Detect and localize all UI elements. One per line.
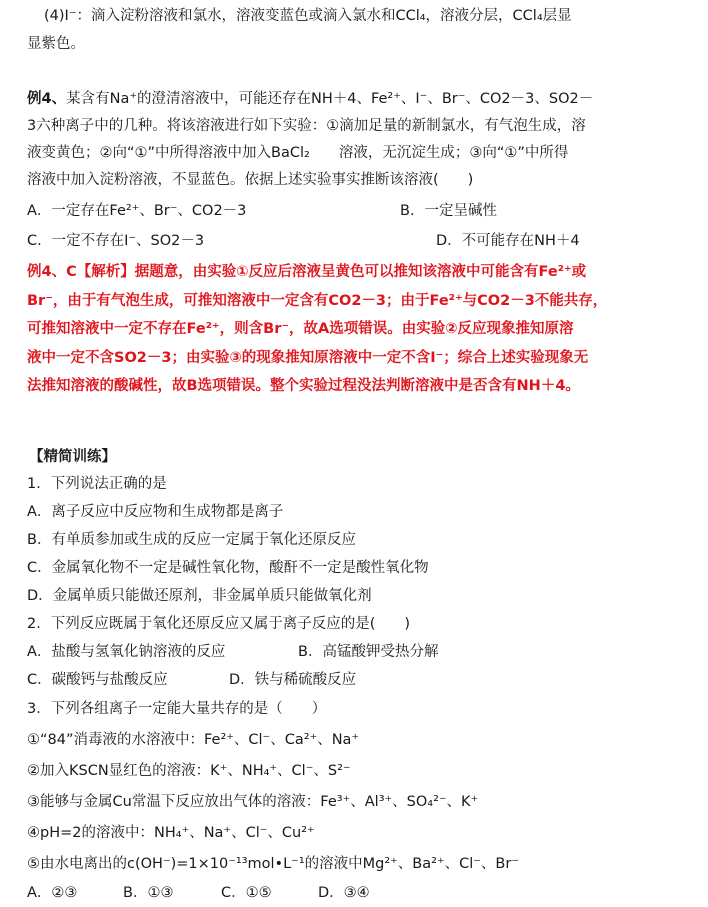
question-3-option-b: B．①③	[123, 885, 174, 901]
example4-option-c: C．一定不存在I⁻、SO2－3	[27, 233, 205, 249]
example4-option-a: A．一定存在Fe²⁺、Br⁻、CO2－3	[27, 203, 247, 219]
question-3-option-d: D．③④	[318, 885, 370, 901]
example4-line-1	[27, 89, 593, 109]
example4-line-4: 溶液中加入淀粉溶液，不显蓝色。依据上述实验事实推断该溶液( )	[27, 172, 474, 188]
question-1-option-b: B．有单质参加或生成的反应一定属于氧化还原反应	[27, 532, 356, 548]
question-2-option-b: B．高锰酸钾受热分解	[298, 644, 439, 660]
question-2-option-a: A．盐酸与氢氧化钠溶液的反应	[27, 644, 226, 660]
question-2-option-c: C．碳酸钙与盐酸反应	[27, 672, 168, 688]
example4-line-2: 3六种离子中的几种。将该溶液进行如下实验：①滴加足量的新制氯水，有气泡生成，溶	[27, 118, 586, 134]
question-1-option-a: A．离子反应中反应物和生成物都是离子	[27, 504, 284, 520]
question-1-option-d: D．金属单质只能做还原剂，非金属单质只能做氧化剂	[27, 588, 372, 604]
question-3-item-2: ②加入KSCN显红色的溶液：K⁺、NH₄⁺、Cl⁻、S²⁻	[27, 763, 351, 779]
question-3-item-1: ①“84”消毒液的水溶液中：Fe²⁺、Cl⁻、Ca²⁺、Na⁺	[27, 732, 360, 748]
question-3-item-5: ⑤由水电离出的c(OH⁻)=1×10⁻¹³mol•L⁻¹的溶液中Mg²⁺、Ba²⁺、Cl⁻、Br⁻	[27, 856, 519, 872]
question-1-option-c: C．金属氧化物不一定是碱性氧化物，酸酐不一定是酸性氧化物	[27, 560, 429, 576]
question-2-option-d: D．铁与稀硫酸反应	[229, 672, 357, 688]
question-3: 3．下列各组离子一定能大量共存的是（ ）	[27, 701, 327, 717]
question-1: 1．下列说法正确的是	[27, 476, 167, 492]
example4-text-1: 某含有Na⁺的澄清溶液中，可能还存在NH＋4、Fe²⁺、I⁻、Br⁻、CO2－3、SO2－	[66, 91, 594, 107]
iodide-test-line-1: (4)I⁻：滴入淀粉溶液和氯水，溶液变蓝色或滴入氯水和CCl₄，溶液分层，CCl₄层显	[44, 8, 572, 24]
question-3-item-4: ④pH=2的溶液中：NH₄⁺、Na⁺、Cl⁻、Cu²⁺	[27, 825, 315, 841]
analysis-line-4: 液中一定不含SO2－3；由实验③的现象推知原溶液中一定不含I⁻；综合上述实验现象无	[27, 350, 589, 366]
question-3-option-a: A．②③	[27, 885, 78, 901]
example4-label: 例4、	[27, 91, 67, 107]
question-3-item-3: ③能够与金属Cu常温下反应放出气体的溶液：Fe³⁺、Al³⁺、SO₄²⁻、K⁺	[27, 794, 479, 810]
example4-option-d: D．不可能存在NH＋4	[436, 233, 580, 249]
analysis-line-5: 法推知溶液的酸碱性，故B选项错误。整个实验过程没法判断溶液中是否含有NH＋4。	[27, 378, 580, 394]
iodide-test-line-2: 显紫色。	[27, 36, 85, 52]
training-heading: 【精简训练】	[29, 449, 116, 465]
example4-line-3: 液变黄色；②向“①”中所得溶液中加入BaCl₂ 溶液，无沉淀生成；③向“①”中所得	[27, 145, 569, 161]
question-3-option-c: C．①⑤	[221, 885, 272, 901]
analysis-line-3: 可推知溶液中一定不存在Fe²⁺，则含Br⁻，故A选项错误。由实验②反应现象推知原溶	[27, 321, 574, 337]
example4-option-b: B．一定呈碱性	[400, 203, 497, 219]
question-2: 2．下列反应既属于氧化还原反应又属于离子反应的是( )	[27, 616, 411, 632]
analysis-line-1: 例4、C【解析】据题意，由实验①反应后溶液呈黄色可以推知该溶液中可能含有Fe²⁺或	[27, 264, 587, 280]
analysis-line-2: Br⁻，由于有气泡生成，可推知溶液中一定含有CO2－3；由于Fe²⁺与CO2－3不能共存，	[27, 293, 608, 309]
